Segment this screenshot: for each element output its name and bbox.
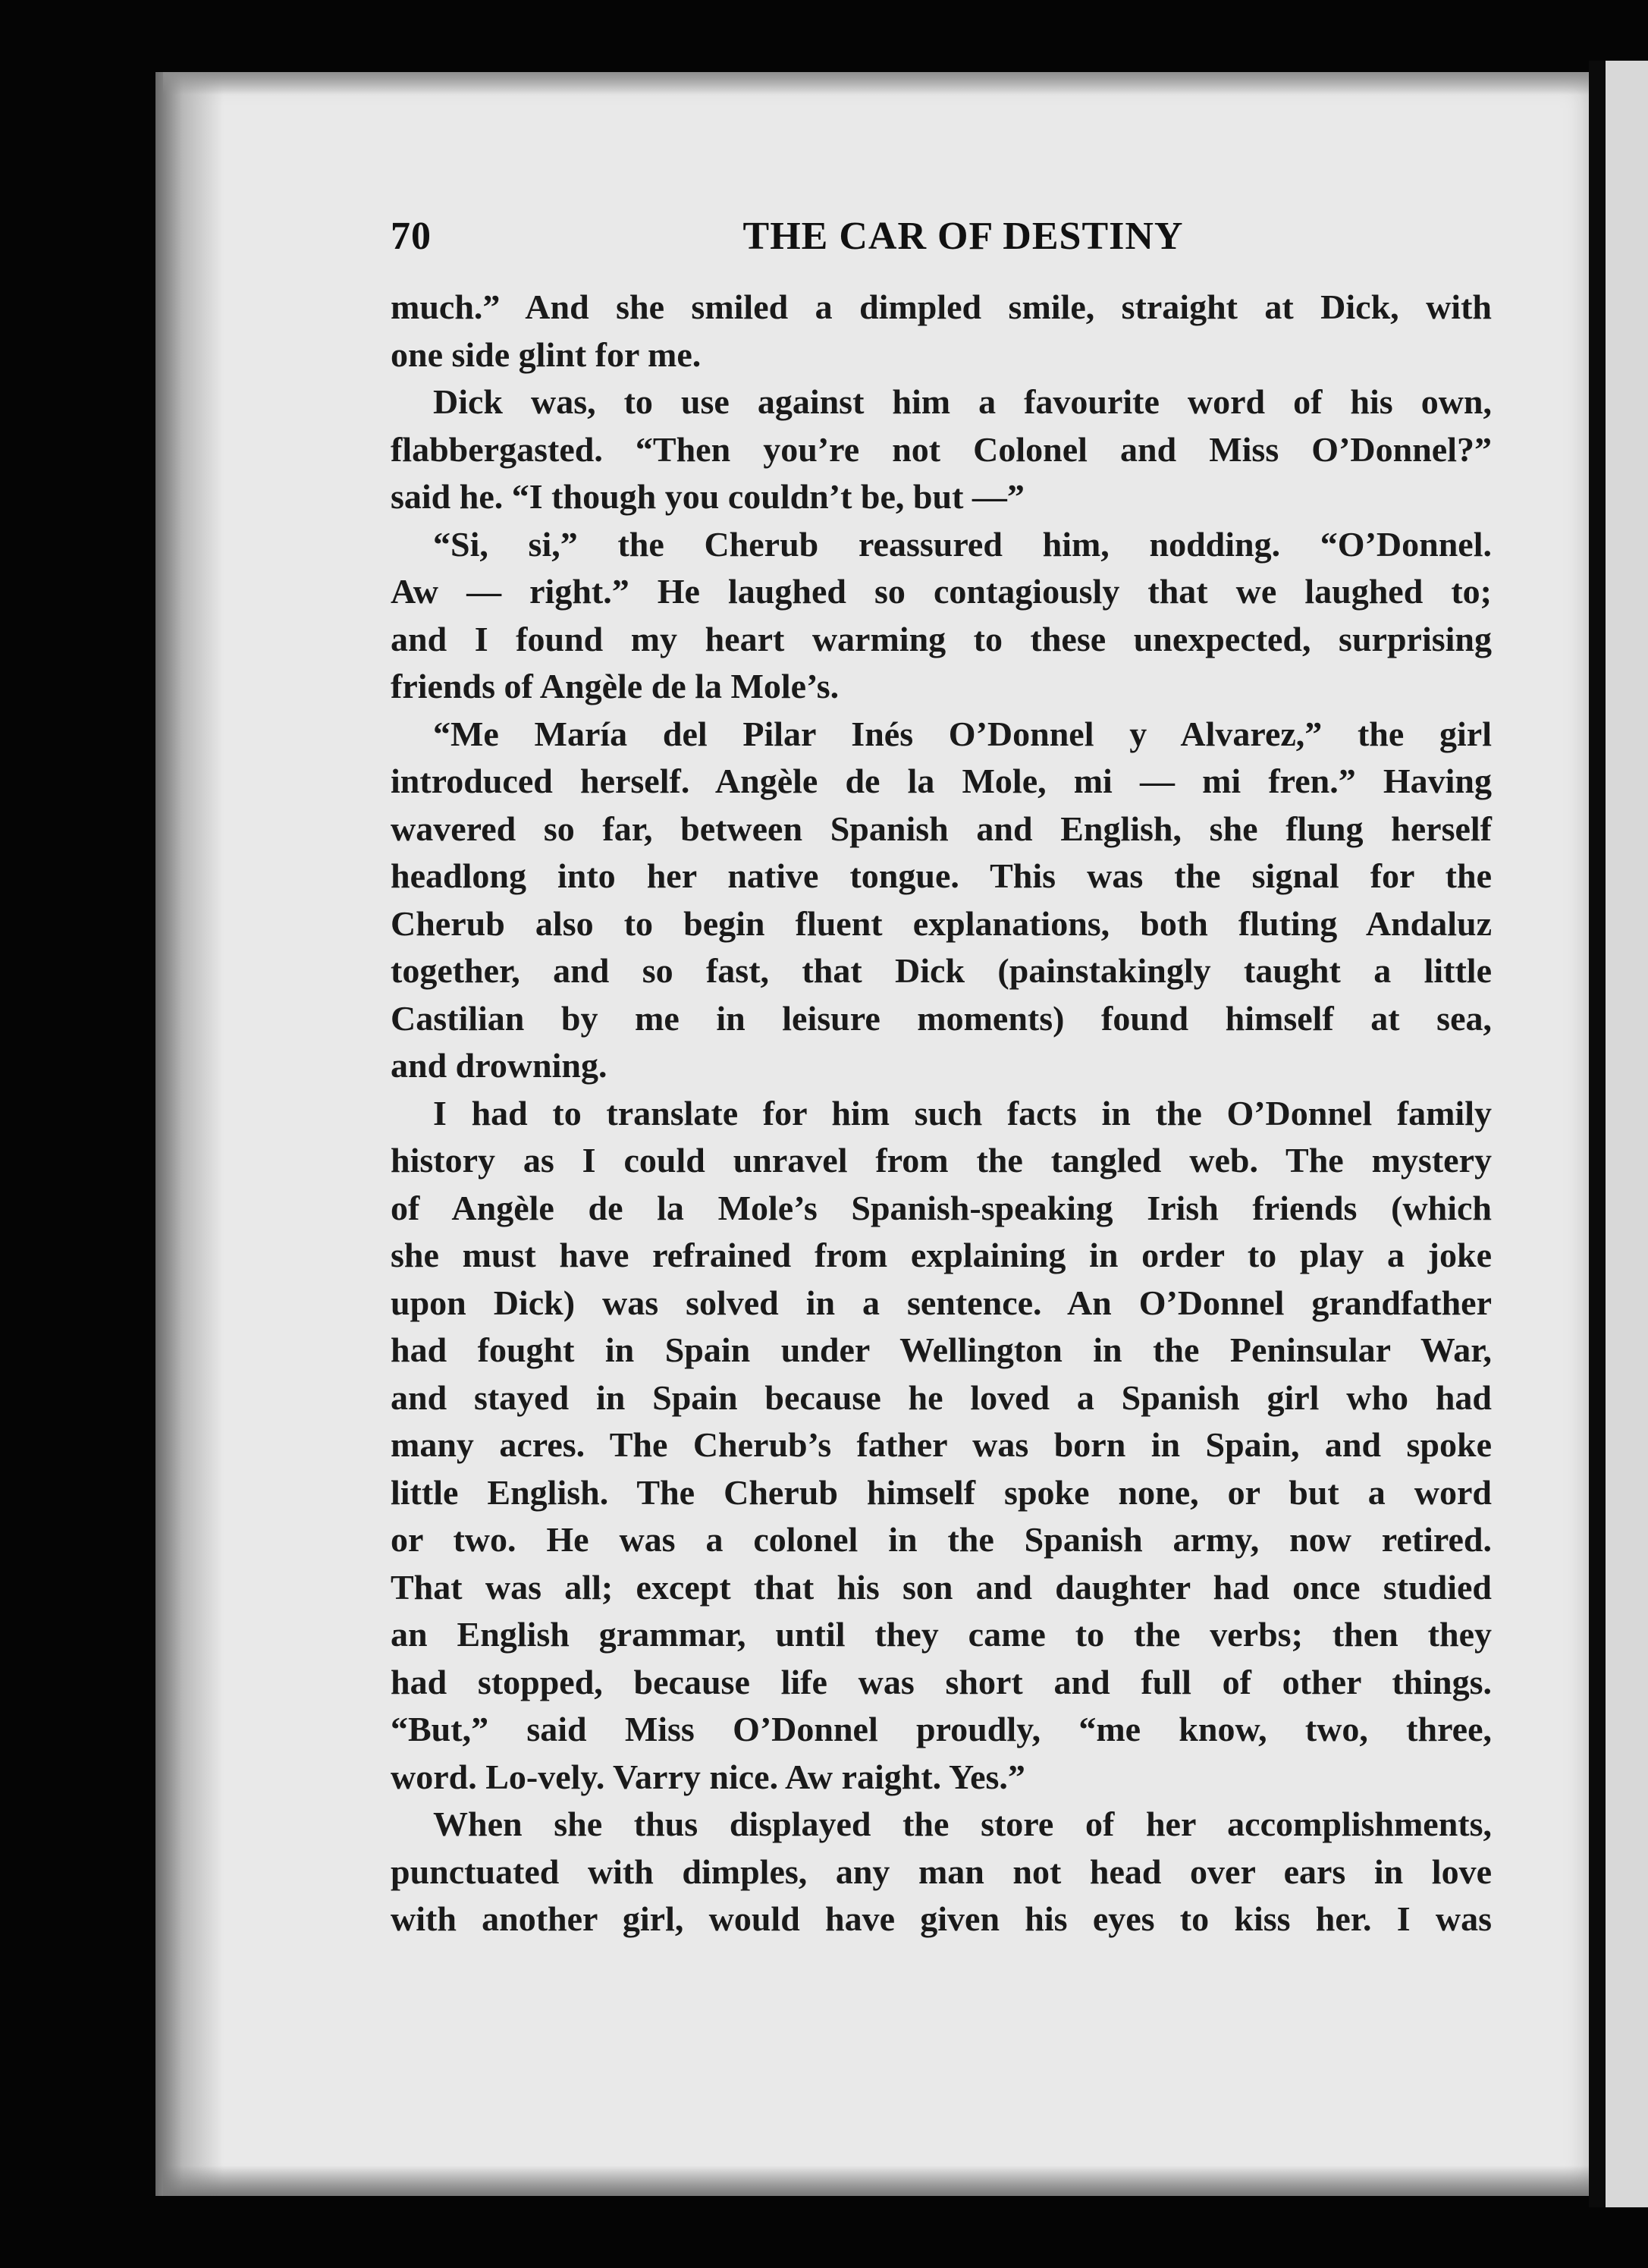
text-line: “Si, si,” the Cherub reassured him, nodding. “O’Donnel. xyxy=(433,524,1492,564)
text-line: and I found my heart warming to these unexpected, surprising xyxy=(391,619,1492,658)
page-bottom-edge xyxy=(163,2166,1589,2196)
text-line: flabbergasted. “Then you’re not Colonel and Miss O’Donnel?” xyxy=(391,429,1492,469)
text-line: Dick was, to use against him a favourite word of his own, xyxy=(433,382,1492,421)
text-line: friends of Angèle de la Mole’s. xyxy=(391,667,840,705)
text-line: had fought in Spain under Wellington in the Peninsular War, xyxy=(391,1330,1492,1369)
facing-page-edge xyxy=(1606,61,1648,2207)
text-line: punctuated with dimples, any man not head over ears in love xyxy=(391,1852,1492,1891)
spine-shadow xyxy=(155,72,224,2196)
text-line: had stopped, because life was short and full of other things. xyxy=(391,1662,1492,1701)
text-line: together, and so fast, that Dick (painstakingly taught a little xyxy=(391,951,1492,990)
text-line: upon Dick) was solved in a sentence. An O’Donnel grandfather xyxy=(391,1283,1492,1322)
body-text xyxy=(391,284,1492,1943)
text-line: or two. He was a colonel in the Spanish army, now retired. xyxy=(391,1520,1492,1559)
text-line: an English grammar, until they came to the verbs; then they xyxy=(391,1615,1492,1654)
text-line: much.” And she smiled a dimpled smile, straight at Dick, with xyxy=(391,287,1492,326)
text-line: word. Lo-vely. Varry nice. Aw raight. Yes.” xyxy=(391,1757,1025,1796)
text-line: “But,” said Miss O’Donnel proudly, “me know, two, three, xyxy=(391,1710,1492,1748)
page-top-edge xyxy=(163,72,1589,95)
text-line: many acres. The Cherub’s father was born in Spain, and spoke xyxy=(391,1425,1492,1464)
text-line: That was all; except that his son and daughter had once studied xyxy=(391,1567,1492,1607)
text-line: Cherub also to begin fluent explanations, both fluting Andaluz xyxy=(391,903,1492,943)
page-header xyxy=(391,214,1490,267)
text-line: little English. The Cherub himself spoke none, or but a word xyxy=(391,1472,1492,1512)
page-number: 70 xyxy=(391,215,432,258)
text-line: history as I could unravel from the tangled web. The mystery xyxy=(391,1141,1492,1180)
text-line: headlong into her native tongue. This was the signal for the xyxy=(391,856,1492,895)
text-line: of Angèle de la Mole’s Spanish-speaking Irish friends (which xyxy=(391,1188,1492,1227)
text-line: said he. “I though you couldn’t be, but —” xyxy=(391,477,1025,516)
text-line: one side glint for me. xyxy=(391,335,702,374)
text-line: introduced herself. Angèle de la Mole, mi — mi fren.” Having xyxy=(391,762,1492,800)
text-line: with another girl, would have given his eyes to kiss her. I was xyxy=(391,1899,1492,1938)
text-line: she must have refrained from explaining in order to play a joke xyxy=(391,1236,1492,1274)
text-line: Castilian by me in leisure moments) found himself at sea, xyxy=(391,998,1492,1038)
text-line: and stayed in Spain because he loved a Spanish girl who had xyxy=(391,1377,1492,1417)
text-line: “Me María del Pilar Inés O’Donnel y Alvarez,” the girl xyxy=(433,714,1492,753)
text-line: Aw — right.” He laughed so contagiously that we laughed to; xyxy=(391,572,1492,611)
running-title: THE CAR OF DESTINY xyxy=(742,215,1184,258)
page-right-gutter xyxy=(1589,61,1606,2207)
text-line: and drowning. xyxy=(391,1046,607,1085)
text-line: I had to translate for him such facts in the O’Donnel family xyxy=(433,1093,1492,1132)
text-line: When she thus displayed the store of her accomplishments, xyxy=(433,1805,1492,1843)
text-line: wavered so far, between Spanish and English, she flung herself xyxy=(391,809,1492,848)
